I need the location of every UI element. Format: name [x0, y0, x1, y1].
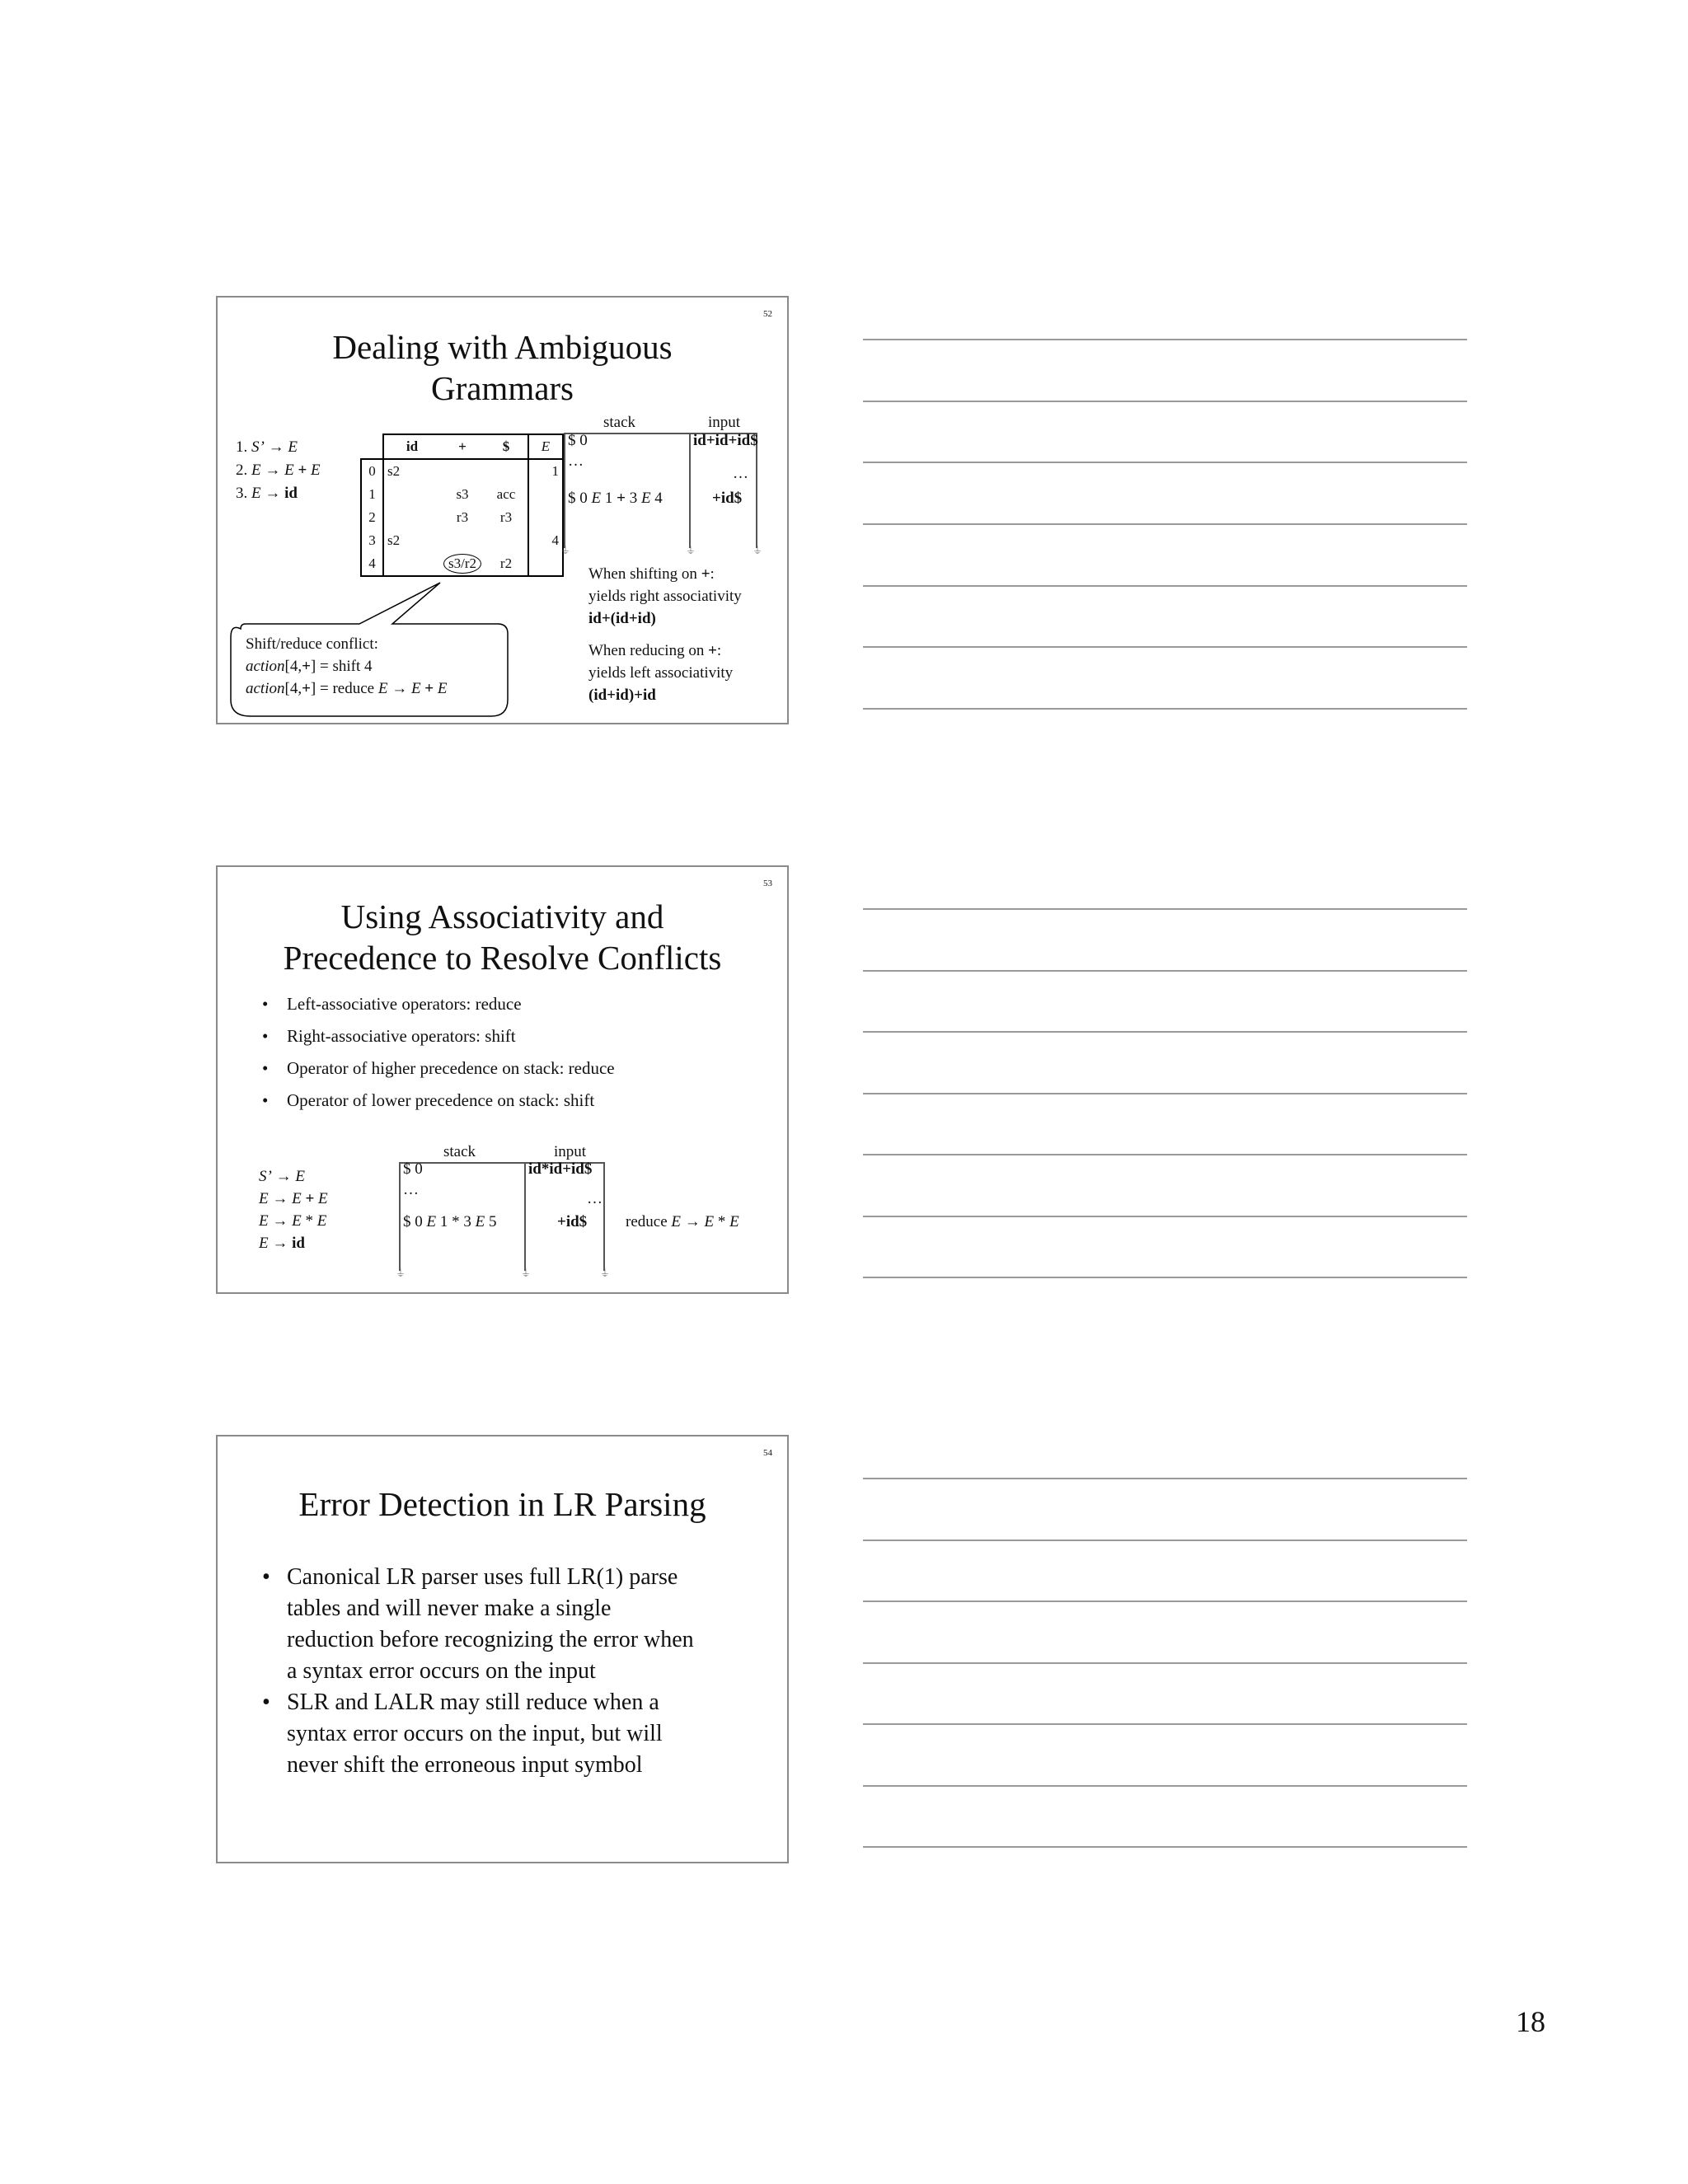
slide-number: 53 [763, 879, 772, 888]
slide-number: 54 [763, 1448, 772, 1458]
slide-54 [216, 1435, 789, 1863]
header-dollar: $ [485, 434, 528, 459]
stack-label: stack [603, 414, 636, 431]
trace-ellipsis: … [733, 465, 748, 482]
note-line [863, 1093, 1467, 1094]
note-line [863, 1478, 1467, 1479]
trace-stack-cell: $ 0 E 1 * 3 E 5 [403, 1213, 497, 1230]
trace-rail [399, 1162, 401, 1271]
grammar-rule: 2. E → E + E [236, 462, 321, 479]
table-row: 0 s2 1 [361, 459, 563, 483]
note-line [863, 585, 1467, 587]
ground-mark: ⏚ [753, 545, 763, 556]
trace-rail [603, 1162, 605, 1271]
grammar-list [259, 1165, 328, 1254]
title-line: Error Detection in LR Parsing [298, 1485, 706, 1523]
grammar-rule: S’ → E [259, 1168, 305, 1185]
trace-input-cell: id+id+id$ [693, 432, 758, 449]
note-line [863, 1540, 1467, 1541]
trace-rail [564, 433, 565, 548]
trace-input-cell: id*id+id$ [528, 1160, 593, 1178]
table-row: 1 s3 acc [361, 483, 563, 506]
slide-53 [216, 865, 789, 1294]
note-line [863, 708, 1467, 710]
note-line [863, 1785, 1467, 1787]
list-item: • Canonical LR parser uses full LR(1) parse tables and will never make a single reduction before recognizing the error when a syntax error occurs on the input [259, 1562, 694, 1687]
page-number: 18 [1516, 2005, 1545, 2038]
note-line [863, 523, 1467, 525]
conflict-cell: s3/r2 [443, 554, 481, 574]
trace-rail [756, 433, 757, 548]
ground-mark: ⏚ [686, 545, 696, 556]
list-item: • Right-associative operators: shift [259, 1020, 615, 1052]
trace-ellipsis: … [587, 1190, 603, 1207]
note-line [863, 1216, 1467, 1217]
trace-rail [524, 1162, 526, 1271]
grammar-rule: 3. E → id [236, 485, 298, 502]
note-line [863, 462, 1467, 463]
associativity-notes: When shifting on +: yields right associativity id+(id+id) When reducing on +: yields left associativity (id+id)+id [588, 565, 742, 704]
note-line [863, 1601, 1467, 1602]
input-label: input [708, 414, 741, 431]
note-line [863, 1154, 1467, 1155]
note-line [863, 1031, 1467, 1033]
note-line [863, 908, 1467, 910]
trace-input-cell: +id$ [557, 1213, 588, 1230]
bullet-list [259, 1562, 694, 1781]
grammar-rule: 1. S’ → E [236, 438, 298, 456]
trace-input-cell: +id$ [712, 490, 743, 507]
note-line [863, 339, 1467, 340]
list-item: • Left-associative operators: reduce [259, 988, 615, 1020]
note-line [863, 1277, 1467, 1278]
slide-title [218, 1483, 787, 1525]
list-item: • Operator of higher precedence on stack: reduce [259, 1052, 615, 1085]
stack-label: stack [443, 1143, 476, 1160]
trace-stack-cell: $ 0 [568, 432, 588, 449]
note-line [863, 1846, 1467, 1848]
trace-stack-cell: $ 0 [403, 1160, 423, 1178]
bullet-list [259, 988, 615, 1117]
title-line: Dealing with Ambiguous [332, 328, 673, 366]
list-item: • Operator of lower precedence on stack: shift [259, 1085, 615, 1117]
title-line: Using Associativity and [340, 898, 664, 935]
trace-stack-cell: $ 0 E 1 + 3 E 4 [568, 490, 663, 507]
grammar-rule: E → id [259, 1235, 305, 1252]
ground-mark: ⏚ [396, 1268, 406, 1279]
grammar-rule: E → E + E [259, 1190, 328, 1207]
title-line: Precedence to Resolve Conflicts [283, 939, 722, 977]
callout-text: Shift/reduce conflict: action[4,+] = shift 4 action[4,+] = reduce E → E + E [246, 635, 448, 697]
input-label: input [554, 1143, 587, 1160]
note-line [863, 970, 1467, 972]
note-line [863, 1723, 1467, 1725]
trace-rail [689, 433, 691, 548]
trace-ellipsis: … [403, 1181, 419, 1198]
table-row: 4 s3/r2 r2 [361, 552, 563, 576]
table-row: 2 r3 r3 [361, 506, 563, 529]
ground-mark: ⏚ [600, 1268, 611, 1279]
header-id: id [383, 434, 440, 459]
title-line: Grammars [430, 369, 574, 407]
list-item: • SLR and LALR may still reduce when a syntax error occurs on the input, but will never shift the erroneous input symbol [259, 1687, 694, 1781]
trace-action: reduce E → E * E [626, 1213, 739, 1230]
note-line [863, 646, 1467, 648]
grammar-rule: E → E * E [259, 1212, 327, 1230]
slide-52 [216, 296, 789, 724]
ground-mark: ⏚ [521, 1268, 532, 1279]
header-plus: + [440, 434, 485, 459]
note-line [863, 401, 1467, 402]
table-row: 3 s2 4 [361, 529, 563, 552]
header-E: E [528, 434, 563, 459]
ground-mark: ⏚ [560, 545, 571, 556]
note-line [863, 1662, 1467, 1664]
trace-ellipsis: … [568, 452, 584, 470]
slide-title [218, 896, 787, 978]
slide-number: 52 [763, 309, 772, 319]
